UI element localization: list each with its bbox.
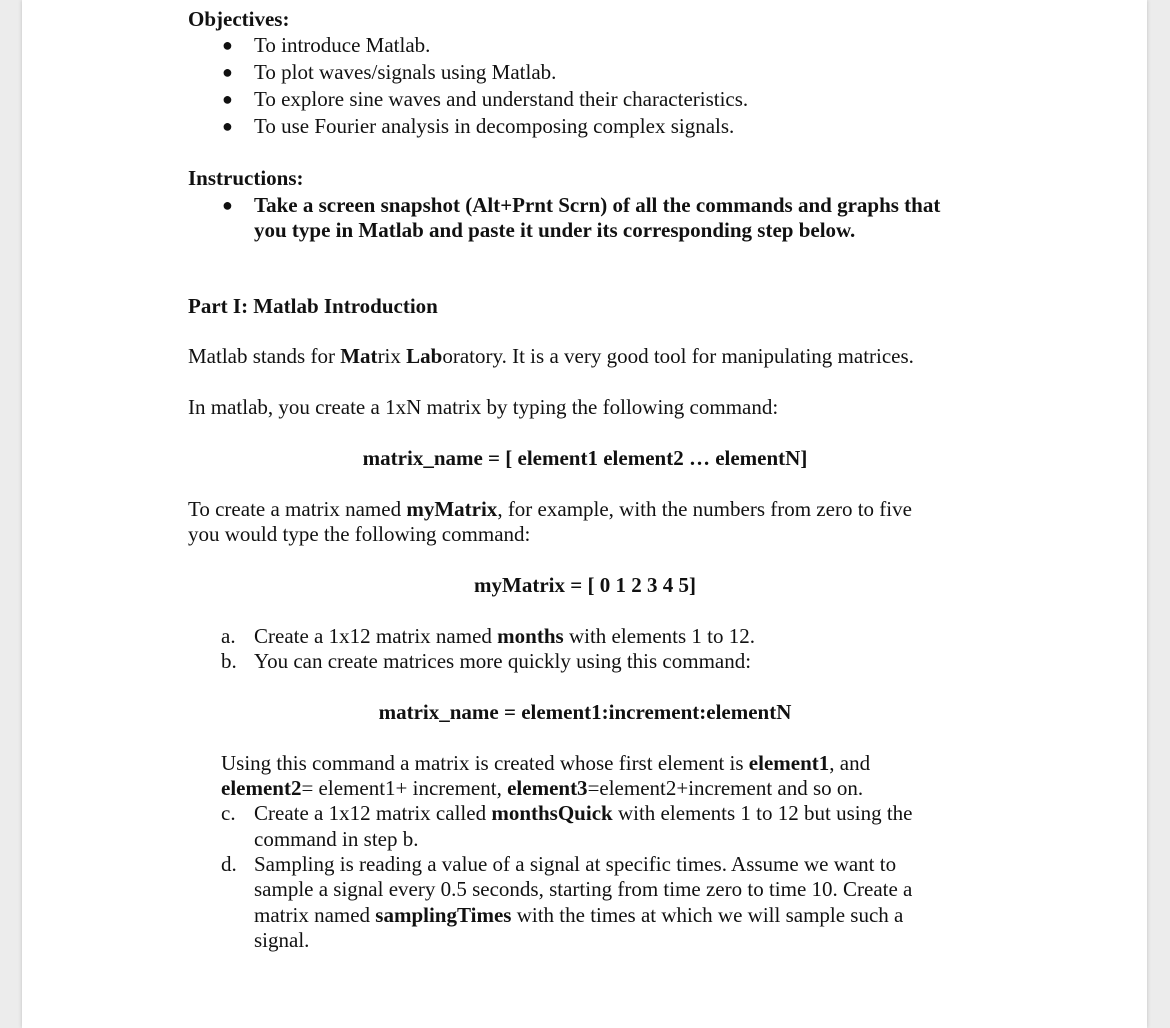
intro-text: rix <box>377 344 407 368</box>
instruction-line: you type in Matlab and paste it under its corresponding step below. <box>254 218 856 242</box>
step-d-text-line3 <box>254 903 903 928</box>
objectives-heading: Objectives: <box>188 7 290 31</box>
step-d-text-line4: signal. <box>254 928 310 952</box>
using-paragraph <box>221 751 870 776</box>
step-c-text <box>254 801 913 826</box>
using-text: = element1+ increment, <box>301 776 508 800</box>
instruction-line: Take a screen snapshot (Alt+Prnt Scrn) of all the commands and graphs that <box>254 193 941 217</box>
using-text: =element2+increment and so on. <box>587 776 864 800</box>
intro-paragraph <box>188 344 914 369</box>
step-bold: samplingTimes <box>375 903 512 927</box>
step-d-text-line1: Sampling is reading a value of a signal at specific times. Assume we want to <box>254 852 897 876</box>
objective-item: To use Fourier analysis in decomposing complex signals. <box>254 114 735 138</box>
bullet-icon: ● <box>222 35 233 55</box>
example-paragraph <box>188 497 912 522</box>
bullet-icon: ● <box>222 195 233 215</box>
intro-bold: Mat <box>340 344 378 368</box>
step-text: with the times at which we will sample such a <box>511 903 904 927</box>
step-bold: months <box>497 624 564 648</box>
formula-range-syntax: matrix_name = element1:increment:elementN <box>378 700 792 724</box>
create-paragraph: In matlab, you create a 1xN matrix by typing the following command: <box>188 395 779 419</box>
example-text: , for example, with the numbers from zero to five <box>497 497 912 521</box>
example-bold: myMatrix <box>406 497 498 521</box>
step-c-text-line2: command in step b. <box>254 827 419 851</box>
intro-text: oratory. It is a very good tool for manipulating matrices. <box>442 344 914 368</box>
intro-text: Matlab stands for <box>188 344 341 368</box>
step-text: with elements 1 to 12. <box>563 624 756 648</box>
step-text: Create a 1x12 matrix named <box>254 624 498 648</box>
using-text: Using this command a matrix is created whose first element is <box>221 751 749 775</box>
using-text: , and <box>829 751 871 775</box>
example-paragraph-line2: you would type the following command: <box>188 522 531 546</box>
formula-mymatrix: myMatrix = [ 0 1 2 3 4 5] <box>474 573 696 597</box>
bullet-icon: ● <box>222 116 233 136</box>
using-paragraph-line2 <box>221 776 863 801</box>
part1-heading: Part I: Matlab Introduction <box>188 294 438 318</box>
instructions-heading: Instructions: <box>188 166 304 190</box>
objective-item: To introduce Matlab. <box>254 33 431 57</box>
step-text: with elements 1 to 12 but using the <box>612 801 913 825</box>
step-label: d. <box>221 852 237 876</box>
step-label: b. <box>221 649 237 673</box>
step-d-text-line2: sample a signal every 0.5 seconds, starting from time zero to time 10. Create a <box>254 877 913 901</box>
step-a-text <box>254 624 755 649</box>
bullet-icon: ● <box>222 89 233 109</box>
step-label: a. <box>221 624 236 648</box>
step-bold: monthsQuick <box>491 801 613 825</box>
objective-item: To explore sine waves and understand their characteristics. <box>254 87 749 111</box>
intro-bold: Lab <box>406 344 443 368</box>
objective-item: To plot waves/signals using Matlab. <box>254 60 557 84</box>
step-text: matrix named <box>254 903 376 927</box>
using-bold: element3 <box>507 776 588 800</box>
step-b-text: You can create matrices more quickly using this command: <box>254 649 752 673</box>
using-bold: element2 <box>221 776 302 800</box>
bullet-icon: ● <box>222 62 233 82</box>
using-bold: element1 <box>748 751 830 775</box>
formula-matrix-syntax: matrix_name = [ element1 element2 … elementN] <box>362 446 808 470</box>
step-text: Create a 1x12 matrix called <box>254 801 492 825</box>
example-text: To create a matrix named <box>188 497 407 521</box>
step-label: c. <box>221 801 236 825</box>
